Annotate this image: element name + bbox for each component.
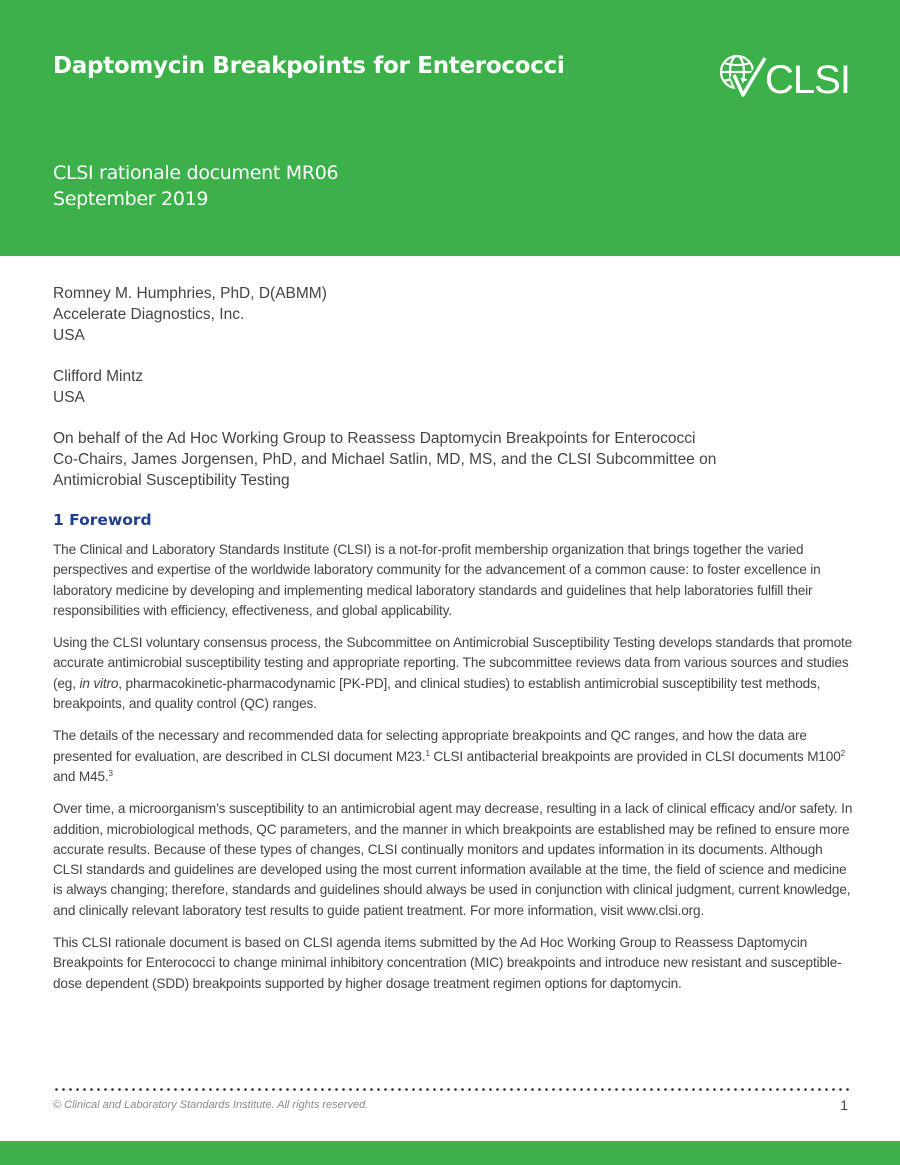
clsi-logo (717, 52, 852, 104)
reference-marker: 1 (425, 748, 430, 758)
document-date: September 2019 (53, 188, 209, 210)
document-subtitle (53, 160, 338, 212)
author-name: Romney M. Humphries, PhD, D(ABMM) (53, 285, 327, 302)
author-country: USA (53, 327, 85, 344)
author-name: Clifford Mintz (53, 368, 144, 385)
foreword-body (53, 540, 853, 1006)
section-heading-foreword: 1 Foreword (53, 511, 152, 529)
logo-wordmark: CLSI (765, 58, 850, 102)
paragraph-text: CLSI antibacterial breakpoints are provided in CLSI documents M100 (429, 748, 841, 764)
author-affiliation: Accelerate Diagnostics, Inc. (53, 306, 245, 323)
globe-check-icon (717, 52, 769, 104)
paragraph-text: and M45. (53, 768, 109, 784)
paragraph-text: , pharmacokinetic-pharmacodynamic [PK-PD], and clinical studies) to establish antimicrobial susceptibility test methods, breakpoints, and quality control (QC) ranges. (53, 675, 821, 712)
authors-block (53, 283, 716, 491)
paragraph (53, 726, 853, 787)
paragraph-text: Using the CLSI voluntary consensus process, the Subcommittee on Antimicrobial Susceptibility Testing develops standards that promote accurate antimicrobial susceptibility testing and appropriate reporting. The subcommittee reviews data from various sources and studies (eg, (53, 635, 853, 691)
behalf-line: On behalf of the Ad Hoc Working Group to Reassess Daptomycin Breakpoints for Enterococci (53, 430, 696, 447)
paragraph: The Clinical and Laboratory Standards Institute (CLSI) is a not-for-profit membership organization that brings together the varied perspectives and expertise of the worldwide laboratory community for the advancement of a common cause: to foster excellence in laboratory medicine by developing and implementing medical laboratory standards and guidelines that help laboratories fulfill their responsibilities with efficiency, effectiveness, and global applicability. (53, 542, 821, 618)
paragraph: Over time, a microorganism’s susceptibility to an antimicrobial agent may decrease, resulting in a lack of clinical efficacy and/or safety. In addition, microbiological methods, QC parameters, and the manner in which breakpoints are established may be refined to ensure more accurate results. Because of these types of changes, CLSI continually monitors and updates information in its documents. Although CLSI standards and guidelines are developed using the most current information available at the time, the field of science and medicine is always changing; therefore, standards and guidelines should always be used in conjunction with clinical judgment, current knowledge, and clinically relevant laboratory test results to guide patient treatment. For more information, visit www.clsi.org. (53, 801, 853, 918)
footer-bar (0, 1141, 900, 1165)
behalf-line: Antimicrobial Susceptibility Testing (53, 472, 290, 489)
reference-marker: 3 (108, 768, 113, 778)
behalf-line: Co-Chairs, James Jorgensen, PhD, and Michael Satlin, MD, MS, and the CLSI Subcommittee on (53, 451, 717, 468)
paragraph (53, 633, 853, 714)
document-number: CLSI rationale document MR06 (53, 162, 339, 184)
italic-term: in vitro (79, 675, 119, 691)
document-title: Daptomycin Breakpoints for Enterococci (53, 53, 565, 79)
author-mintz (53, 366, 716, 408)
author-humphries (53, 283, 716, 346)
copyright-notice: © Clinical and Laboratory Standards Institute. All rights reserved. (53, 1099, 369, 1111)
behalf-statement (53, 428, 716, 491)
page-number: 1 (840, 1097, 848, 1113)
reference-marker: 2 (840, 748, 845, 758)
author-country: USA (53, 389, 85, 406)
header-banner (0, 0, 900, 256)
paragraph: This CLSI rationale document is based on CLSI agenda items submitted by the Ad Hoc Working Group to Reassess Daptomycin Breakpoints for Enterococci to change minimal inhibitory concentration (MIC) breakpoints and introduce new resistant and susceptible-dose dependent (SDD) breakpoints supported by higher dosage treatment regimen options for daptomycin. (53, 935, 842, 991)
paragraph-text: The details of the necessary and recommended data for selecting appropriate breakpoints and QC ranges, and how the data are presented for evaluation, are described in CLSI document M23. (53, 728, 807, 764)
footer-divider (53, 1088, 849, 1091)
